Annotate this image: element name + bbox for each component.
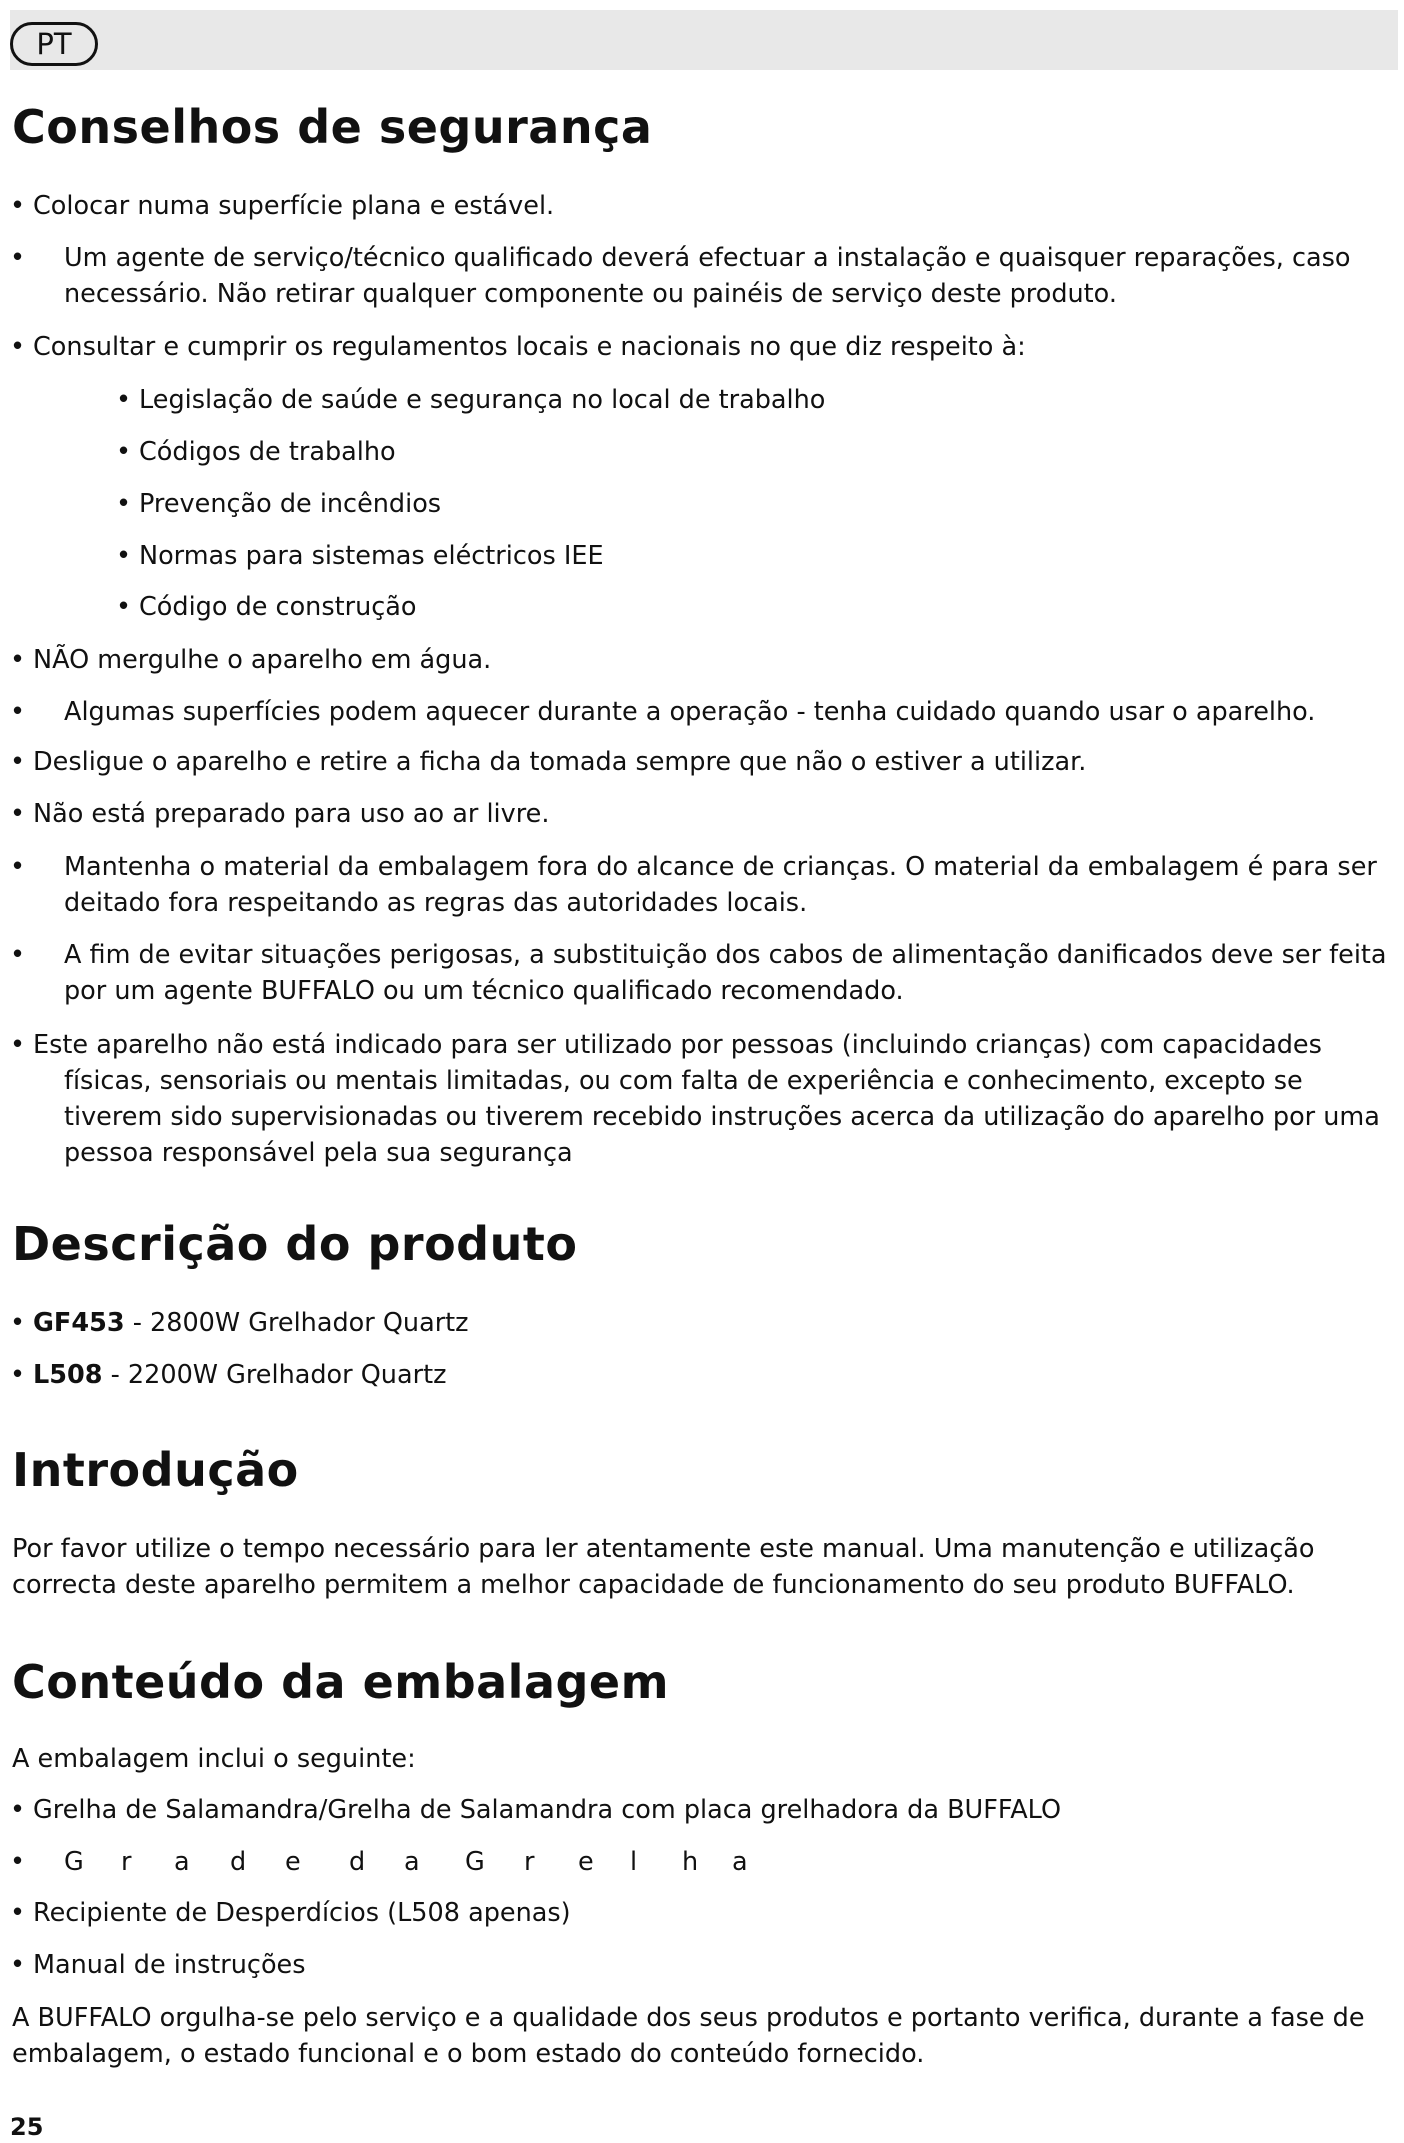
contents-closing-line-1: A BUFFALO orgulha-se pelo serviço e a qualidade dos seus produtos e portanto verifica, durante a fase de — [12, 2003, 1365, 2033]
sub-item-3: Prevenção de incêndios — [139, 489, 442, 519]
safety-item-10-line-1: Este aparelho não está indicado para ser utilizado por pessoas (incluindo crianças) com capacidades — [33, 1030, 1322, 1060]
spaced-letter: a — [404, 1847, 420, 1877]
contents-heading: Conteúdo da embalagem — [12, 1655, 670, 1709]
bullet: • — [10, 697, 26, 727]
product-desc: - 2800W Grelhador Quartz — [124, 1308, 469, 1338]
bullet: • — [10, 1360, 26, 1390]
safety-item-2-line-2: necessário. Não retirar qualquer componente ou painéis de serviço deste produto. — [64, 279, 1117, 309]
spaced-letter: r — [121, 1847, 132, 1877]
header-bar — [10, 10, 1398, 70]
sub-item-2: Códigos de trabalho — [139, 437, 396, 467]
safety-item-8-line-1: Mantenha o material da embalagem fora do alcance de crianças. O material da embalagem é para ser — [64, 852, 1377, 882]
safety-item-10-line-4: pessoa responsável pela sua segurança — [64, 1138, 573, 1168]
product-item-gf453 — [33, 1305, 469, 1341]
bullet: • — [10, 852, 26, 882]
safety-item-10-line-3: tiverem sido supervisionadas ou tiverem recebido instruções acerca da utilização do aparelho por uma — [64, 1102, 1380, 1132]
page-number: 25 — [10, 2113, 44, 2141]
bullet: • — [10, 1308, 26, 1338]
safety-item-10-line-2: físicas, sensoriais ou mentais limitadas, ou com falta de experiência e conhecimento, excepto se — [64, 1066, 1303, 1096]
safety-item-5: Algumas superfícies podem aquecer durante a operação - tenha cuidado quando usar o aparelho. — [64, 697, 1316, 727]
bullet: • — [116, 437, 132, 467]
safety-item-7: Não está preparado para uso ao ar livre. — [33, 799, 550, 829]
intro-line-2: correcta deste aparelho permitem a melhor capacidade de funcionamento do seu produto BUFFALO. — [12, 1570, 1295, 1600]
safety-item-3: Consultar e cumprir os regulamentos locais e nacionais no que diz respeito à: — [33, 332, 1026, 362]
bullet: • — [10, 1795, 26, 1825]
bullet: • — [116, 541, 132, 571]
safety-item-9-line-1: A fim de evitar situações perigosas, a substituição dos cabos de alimentação danificados deve ser feita — [64, 940, 1387, 970]
bullet: • — [10, 940, 26, 970]
safety-item-1: Colocar numa superfície plana e estável. — [33, 191, 555, 221]
safety-item-2-line-1: Um agente de serviço/técnico qualificado deverá efectuar a instalação e quaisquer reparações, caso — [64, 243, 1351, 273]
bullet: • — [10, 191, 26, 221]
contents-lead: A embalagem inclui o seguinte: — [12, 1744, 416, 1774]
spaced-letter: l — [630, 1847, 638, 1877]
spaced-letter: e — [285, 1847, 301, 1877]
spaced-letter: r — [524, 1847, 535, 1877]
bullet: • — [116, 592, 132, 622]
spaced-letter: G — [64, 1847, 84, 1877]
spaced-letter: e — [578, 1847, 594, 1877]
contents-closing-line-2: embalagem, o estado funcional e o bom estado do conteúdo fornecido. — [12, 2039, 925, 2069]
safety-item-9-line-2: por um agente BUFFALO ou um técnico qualificado recomendado. — [64, 976, 904, 1006]
product-heading: Descrição do produto — [12, 1217, 578, 1271]
bullet: • — [116, 385, 132, 415]
sub-item-4: Normas para sistemas eléctricos IEE — [139, 541, 604, 571]
bullet: • — [10, 332, 26, 362]
sub-item-5: Código de construção — [139, 592, 417, 622]
safety-item-4: NÃO mergulhe o aparelho em água. — [33, 645, 492, 675]
safety-item-6: Desligue o aparelho e retire a ficha da tomada sempre que não o estiver a utilizar. — [33, 747, 1087, 777]
language-badge: PT — [10, 22, 98, 66]
safety-item-8-line-2: deitado fora respeitando as regras das autoridades locais. — [64, 888, 808, 918]
spaced-letter: d — [230, 1847, 247, 1877]
sub-item-1: Legislação de saúde e segurança no local de trabalho — [139, 385, 826, 415]
spaced-letter: h — [682, 1847, 699, 1877]
bullet: • — [10, 1950, 26, 1980]
intro-heading: Introdução — [12, 1443, 299, 1497]
spaced-letter: a — [174, 1847, 190, 1877]
bullet: • — [10, 1898, 26, 1928]
product-item-l508 — [33, 1357, 446, 1393]
contents-item-2: Recipiente de Desperdícios (L508 apenas) — [33, 1898, 571, 1928]
intro-line-1: Por favor utilize o tempo necessário para ler atentamente este manual. Uma manutenção e utilização — [12, 1534, 1315, 1564]
contents-item-3: Manual de instruções — [33, 1950, 306, 1980]
product-code: GF453 — [33, 1308, 125, 1338]
bullet: • — [10, 1030, 26, 1060]
spaced-letter: a — [732, 1847, 748, 1877]
bullet: • — [10, 799, 26, 829]
product-code: L508 — [33, 1360, 103, 1390]
spaced-letter: d — [349, 1847, 366, 1877]
bullet: • — [10, 747, 26, 777]
bullet: • — [10, 645, 26, 675]
bullet: • — [116, 489, 132, 519]
product-desc: - 2200W Grelhador Quartz — [102, 1360, 447, 1390]
contents-item-1: Grelha de Salamandra/Grelha de Salamandra com placa grelhadora da BUFFALO — [33, 1795, 1062, 1825]
bullet: • — [10, 1847, 26, 1877]
safety-heading: Conselhos de segurança — [12, 100, 653, 154]
spaced-letter: G — [465, 1847, 485, 1877]
bullet: • — [10, 243, 26, 273]
